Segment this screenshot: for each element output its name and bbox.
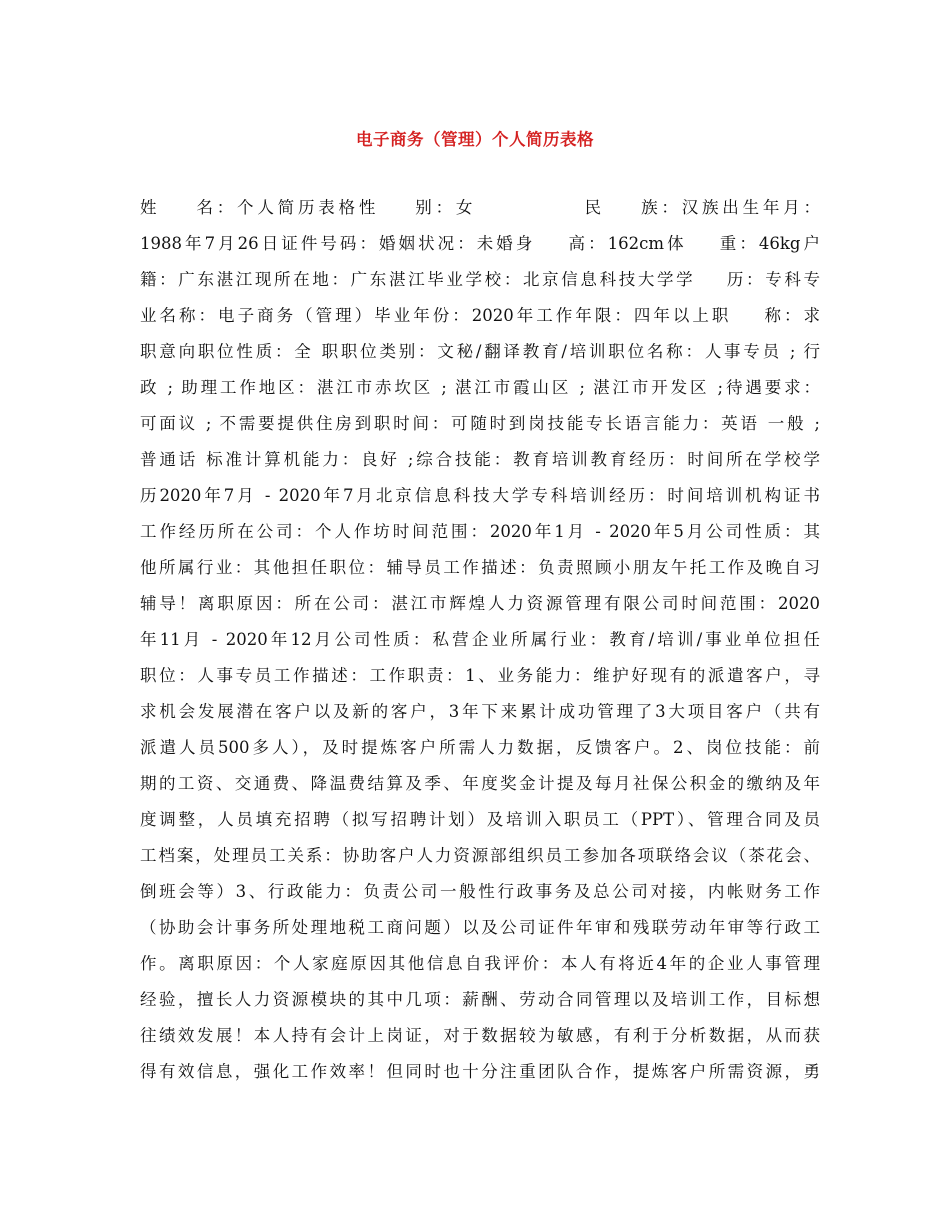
- body-line-7: 可面议 ; 不需要提供住房到职时间：可随时到岗技能专长语言能力：英语 一般 ;: [140, 414, 820, 433]
- body-line-12: 辅导！离职原因：所在公司：湛江市辉煌人力资源管理有限公司时间范围：2020: [140, 594, 820, 613]
- document-title: 电子商务（管理）个人简历表格: [356, 130, 594, 149]
- body-line-19: 工档案，处理员工关系：协助客户人力资源部组织员工参加各项联络会议（茶花会、: [140, 846, 820, 865]
- body-line-15: 求机会发展潜在客户以及新的客户，3年下来累计成功管理了3大项目客户（共有: [140, 702, 820, 721]
- body-line-25: 得有效信息，强化工作效率！但同时也十分注重团队合作，提炼客户所需资源，勇: [140, 1062, 820, 1081]
- body-line-1: 姓 名：个人简历表格性 别：女 民 族：汉族出生年月：: [140, 198, 820, 217]
- body-line-22: 作。离职原因：个人家庭原因其他信息自我评价：本人有将近4年的企业人事管理: [140, 954, 820, 973]
- body-line-2: 1988年7月26日证件号码：婚姻状况：未婚身 高：162cm体 重：46kg户: [140, 234, 820, 253]
- body-line-6: 政 ; 助理工作地区：湛江市赤坎区 ; 湛江市霞山区 ; 湛江市开发区 ;待遇要求：: [140, 378, 820, 397]
- body-line-13: 年11月 - 2020年12月公司性质：私营企业所属行业：教育/培训/事业单位担任: [140, 630, 820, 649]
- body-line-17: 期的工资、交通费、降温费结算及季、年度奖金计提及每月社保公积金的缴纳及年: [140, 774, 820, 793]
- body-line-21: （协助会计事务所处理地税工商问题）以及公司证件年审和残联劳动年审等行政工: [140, 918, 820, 937]
- body-line-8: 普通话 标准计算机能力：良好 ;综合技能：教育培训教育经历：时间所在学校学: [140, 450, 820, 469]
- body-line-20: 倒班会等）3、行政能力：负责公司一般性行政事务及总公司对接，内帐财务工作: [140, 882, 820, 901]
- body-line-5: 职意向职位性质：全 职职位类别：文秘/翻译教育/培训职位名称：人事专员 ; 行: [140, 342, 820, 361]
- body-line-18: 度调整，人员填充招聘（拟写招聘计划）及培训入职员工（PPT）、管理合同及员: [140, 810, 820, 829]
- body-line-10: 工作经历所在公司：个人作坊时间范围：2020年1月 - 2020年5月公司性质：其: [140, 522, 820, 541]
- document-body: [140, 190, 820, 1090]
- body-line-3: 籍：广东湛江现所在地：广东湛江毕业学校：北京信息科技大学学 历：专科专: [140, 270, 820, 289]
- body-line-14: 职位：人事专员工作描述：工作职责：1、业务能力：维护好现有的派遣客户，寻: [140, 666, 820, 685]
- body-line-23: 经验，擅长人力资源模块的其中几项：薪酬、劳动合同管理以及培训工作，目标想: [140, 990, 820, 1009]
- body-line-11: 他所属行业：其他担任职位：辅导员工作描述：负责照顾小朋友午托工作及晚自习: [140, 558, 820, 577]
- body-line-24: 往绩效发展！本人持有会计上岗证，对于数据较为敏感，有利于分析数据，从而获: [140, 1026, 820, 1045]
- body-line-9: 历2020年7月 - 2020年7月北京信息科技大学专科培训经历：时间培训机构证书: [140, 486, 820, 505]
- body-line-4: 业名称：电子商务（管理）毕业年份：2020年工作年限：四年以上职 称：求: [140, 306, 820, 325]
- body-line-16: 派遣人员500多人），及时提炼客户所需人力数据，反馈客户。2、岗位技能：前: [140, 738, 820, 757]
